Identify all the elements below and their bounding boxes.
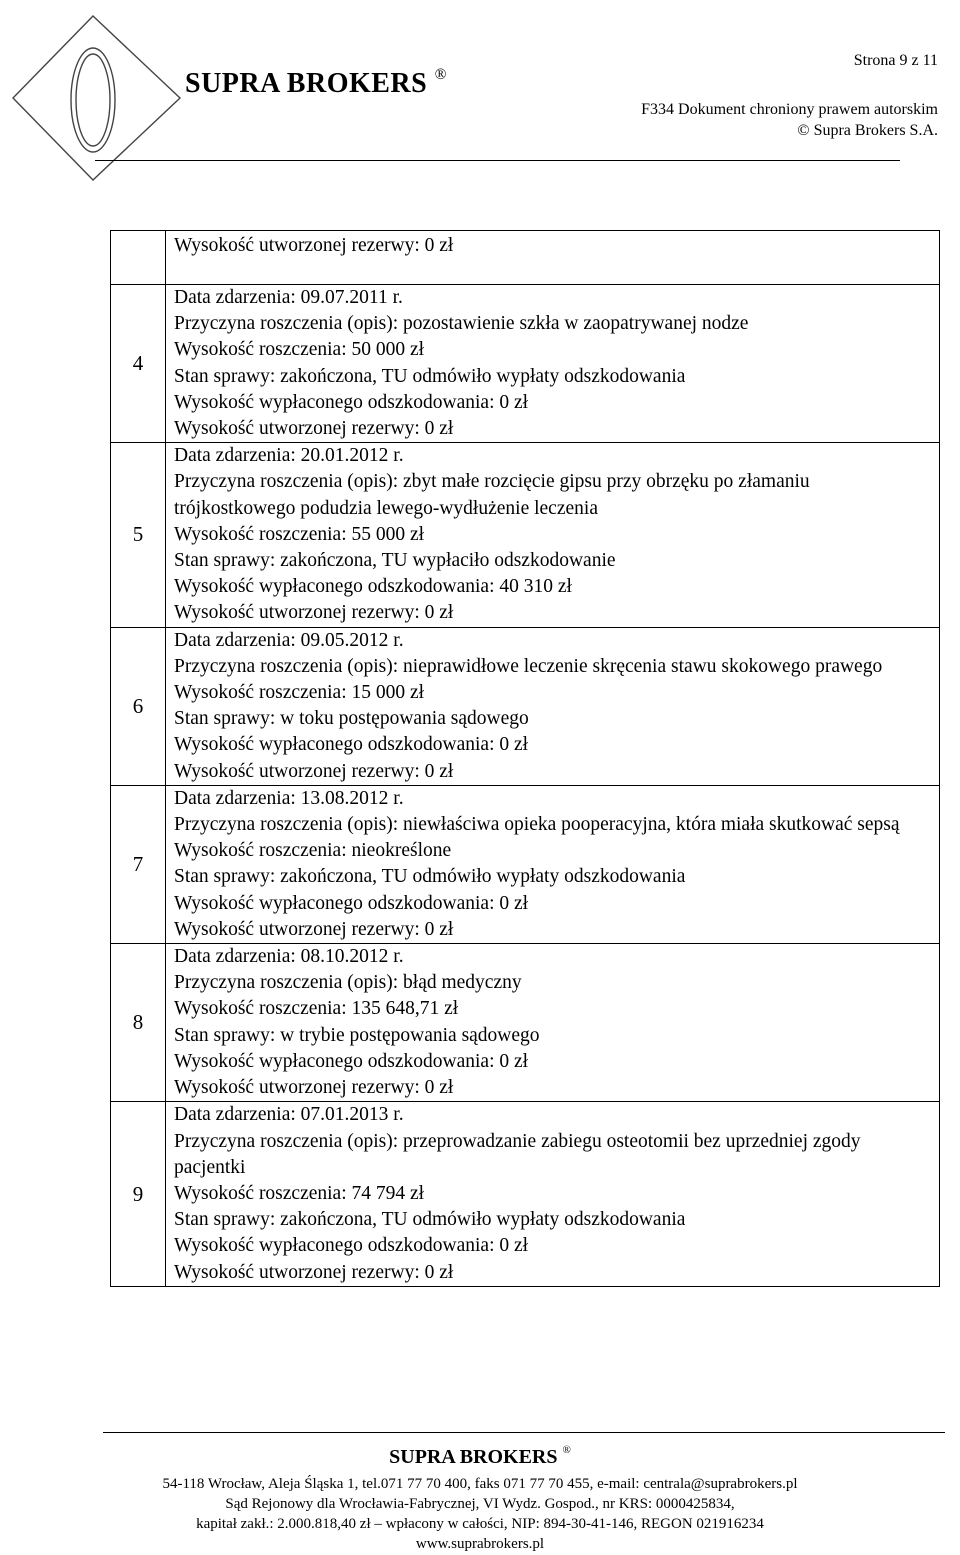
row-number: 5 xyxy=(111,443,166,627)
claim-line: Wysokość roszczenia: nieokreślone xyxy=(174,840,452,862)
claim-details xyxy=(166,231,940,285)
claim-line: Stan sprawy: w toku postępowania sądowego xyxy=(174,708,529,730)
claim-line: Wysokość wypłaconego odszkodowania: 0 zł xyxy=(174,734,529,756)
registered-mark: ® xyxy=(434,66,447,83)
claim-line: Stan sprawy: zakończona, TU odmówiło wypłaty odszkodowania xyxy=(174,365,686,387)
claim-line: Wysokość roszczenia: 74 794 zł xyxy=(174,1182,425,1204)
footer-brand: SUPRA BROKERS ® xyxy=(389,1444,571,1468)
footer-capital-tax-ids: kapitał zakł.: 2.000.818,40 zł – wpłacony w całości, NIP: 894-30-41-146, REGON 021916234 xyxy=(196,1516,764,1532)
table-row xyxy=(111,443,940,627)
claim-line: Przyczyna roszczenia (opis): zbyt małe rozcięcie gipsu przy obrzęku po złamaniu trójkostkowego podudzia lewego-wydłużenie leczenia xyxy=(174,471,810,519)
footer-court-registration: Sąd Rejonowy dla Wrocławia-Fabrycznej, VI Wydz. Gospod., nr KRS: 0000425834, xyxy=(225,1496,735,1512)
table-row xyxy=(111,944,940,1102)
table-row xyxy=(111,1102,940,1286)
supra-brokers-logo xyxy=(8,8,203,193)
claim-line: Data zdarzenia: 20.01.2012 r. xyxy=(174,445,404,467)
claim-line: Wysokość wypłaconego odszkodowania: 0 zł xyxy=(174,391,529,413)
claim-line: Stan sprawy: zakończona, TU odmówiło wypłaty odszkodowania xyxy=(174,1209,686,1231)
row-number xyxy=(111,231,166,285)
claim-line: Przyczyna roszczenia (opis): pozostawienie szkła w zaopatrywanej nodze xyxy=(174,313,749,335)
claim-line: Wysokość wypłaconego odszkodowania: 0 zł xyxy=(174,1235,529,1257)
claim-line: Wysokość wypłaconego odszkodowania: 0 zł xyxy=(174,892,529,914)
claims-table xyxy=(110,230,940,1287)
claim-line: Wysokość utworzonej rezerwy: 0 zł xyxy=(174,235,454,256)
claim-details xyxy=(166,944,940,1102)
claim-line: Data zdarzenia: 08.10.2012 r. xyxy=(174,946,404,968)
claim-line: Stan sprawy: zakończona, TU wypłaciło odszkodowanie xyxy=(174,550,616,572)
claims-table-body xyxy=(111,231,940,1287)
claim-line: Data zdarzenia: 09.05.2012 r. xyxy=(174,629,404,651)
claim-line: Wysokość utworzonej rezerwy: 0 zł xyxy=(174,1261,454,1283)
claim-line: Przyczyna roszczenia (opis): nieprawidłowe leczenie skręcenia stawu skokowego prawego xyxy=(174,655,883,677)
claim-line: Wysokość roszczenia: 135 648,71 zł xyxy=(174,998,459,1020)
claim-line: Wysokość utworzonej rezerwy: 0 zł xyxy=(174,602,454,624)
claim-line: Wysokość utworzonej rezerwy: 0 zł xyxy=(174,760,454,782)
table-row xyxy=(111,627,940,785)
claim-line: Wysokość utworzonej rezerwy: 0 zł xyxy=(174,918,454,940)
claim-details xyxy=(166,285,940,443)
claim-line: Przyczyna roszczenia (opis): niewłaściwa opieka pooperacyjna, która miała skutkować sepsą xyxy=(174,814,900,836)
copyright-notice: F334 Dokument chroniony prawem autorskim xyxy=(641,101,938,118)
claim-details xyxy=(166,1102,940,1286)
claim-line: Wysokość wypłaconego odszkodowania: 40 310 zł xyxy=(174,576,572,598)
header-brand: SUPRA BROKERS ® xyxy=(185,66,447,99)
claim-line: Stan sprawy: w trybie postępowania sądowego xyxy=(174,1024,540,1046)
claim-line: Przyczyna roszczenia (opis): błąd medyczny xyxy=(174,972,522,994)
footer-company-info xyxy=(0,1474,960,1554)
claim-details xyxy=(166,627,940,785)
claim-line: Data zdarzenia: 09.07.2011 r. xyxy=(174,287,403,308)
claim-line: Wysokość wypłaconego odszkodowania: 0 zł xyxy=(174,1050,529,1072)
claim-line: Stan sprawy: zakończona, TU odmówiło wypłaty odszkodowania xyxy=(174,866,686,888)
claim-line: Przyczyna roszczenia (opis): przeprowadzanie zabiegu osteotomii bez uprzedniej zgody pacjentki xyxy=(174,1130,861,1178)
page-number: Strona 9 z 11 xyxy=(853,52,938,69)
table-row xyxy=(111,285,940,443)
claim-line: Data zdarzenia: 13.08.2012 r. xyxy=(174,787,404,809)
claim-line: Data zdarzenia: 07.01.2013 r. xyxy=(174,1104,404,1126)
row-number: 8 xyxy=(111,944,166,1102)
footer-website: www.suprabrokers.pl xyxy=(415,1536,545,1552)
claim-details xyxy=(166,443,940,627)
claim-line: Wysokość utworzonej rezerwy: 0 zł xyxy=(174,418,454,440)
table-row xyxy=(111,231,940,285)
claim-line: Wysokość utworzonej rezerwy: 0 zł xyxy=(174,1077,454,1099)
row-number: 7 xyxy=(111,785,166,943)
copyright-owner: © Supra Brokers S.A. xyxy=(797,122,938,139)
row-number: 6 xyxy=(111,627,166,785)
claim-line: Wysokość roszczenia: 15 000 zł xyxy=(174,682,425,704)
claim-line: Wysokość roszczenia: 55 000 zł xyxy=(174,523,425,545)
header-divider xyxy=(95,160,900,161)
header-document-note xyxy=(641,99,938,141)
claim-details xyxy=(166,785,940,943)
footer-address: 54-118 Wrocław, Aleja Śląska 1, tel.071 77 70 400, faks 071 77 70 455, e-mail: centrala@suprabrokers.pl xyxy=(162,1476,798,1492)
row-number: 9 xyxy=(111,1102,166,1286)
row-number: 4 xyxy=(111,285,166,443)
footer-divider xyxy=(103,1432,945,1433)
table-row xyxy=(111,785,940,943)
registered-mark: ® xyxy=(562,1444,571,1456)
claim-line: Wysokość roszczenia: 50 000 zł xyxy=(174,339,425,361)
